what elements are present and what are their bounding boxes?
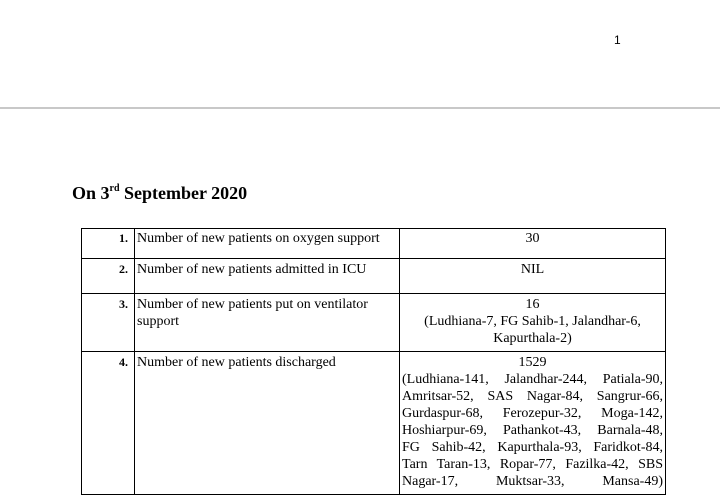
value-breakdown-line: Amritsar-52, SAS Nagar-84, Sangrur-66, (402, 389, 663, 404)
heading-suffix: September 2020 (119, 183, 248, 203)
value-breakdown-line: (Ludhiana-141, Jalandhar-244, Patiala-90, (402, 372, 663, 387)
page-number: 1 (614, 33, 621, 47)
value-breakdown-line: Nagar-17, Muktsar-33, Mansa-49) (402, 474, 663, 489)
value-main: NIL (520, 262, 545, 277)
table-row (82, 352, 666, 495)
date-heading (72, 183, 247, 204)
row-value (400, 352, 666, 495)
row-description: Number of new patients discharged (135, 352, 400, 495)
page-break-divider (0, 107, 720, 109)
row-value (400, 294, 666, 352)
value-breakdown-line: Kapurthala-2) (493, 331, 572, 346)
value-breakdown-line: Gurdaspur-68, Ferozepur-32, Moga-142, (402, 406, 663, 421)
table-row (82, 229, 666, 259)
value-breakdown-line: Tarn Taran-13, Ropar-77, Fazilka-42, SBS (402, 457, 663, 472)
value-breakdown-line: (Ludhiana-7, FG Sahib-1, Jalandhar-6, (424, 314, 641, 329)
table-row (82, 259, 666, 294)
row-value (400, 229, 666, 259)
row-value (400, 259, 666, 294)
value-main: 1529 (518, 355, 547, 370)
row-description: Number of new patients put on ventilator support (135, 294, 400, 352)
heading-superscript: rd (109, 183, 120, 194)
value-main: 30 (525, 231, 540, 246)
serial-number: 1. (82, 229, 135, 259)
value-main: 16 (525, 297, 540, 312)
table-row (82, 294, 666, 352)
value-breakdown-line: FG Sahib-42, Kapurthala-93, Faridkot-84, (402, 440, 663, 455)
serial-number: 2. (82, 259, 135, 294)
heading-prefix: On 3 (72, 183, 110, 203)
serial-number: 3. (82, 294, 135, 352)
value-breakdown-line: Hoshiarpur-69, Pathankot-43, Barnala-48, (402, 423, 663, 438)
row-description: Number of new patients on oxygen support (135, 229, 400, 259)
row-description: Number of new patients admitted in ICU (135, 259, 400, 294)
serial-number: 4. (82, 352, 135, 495)
covid-stats-table (81, 228, 666, 495)
